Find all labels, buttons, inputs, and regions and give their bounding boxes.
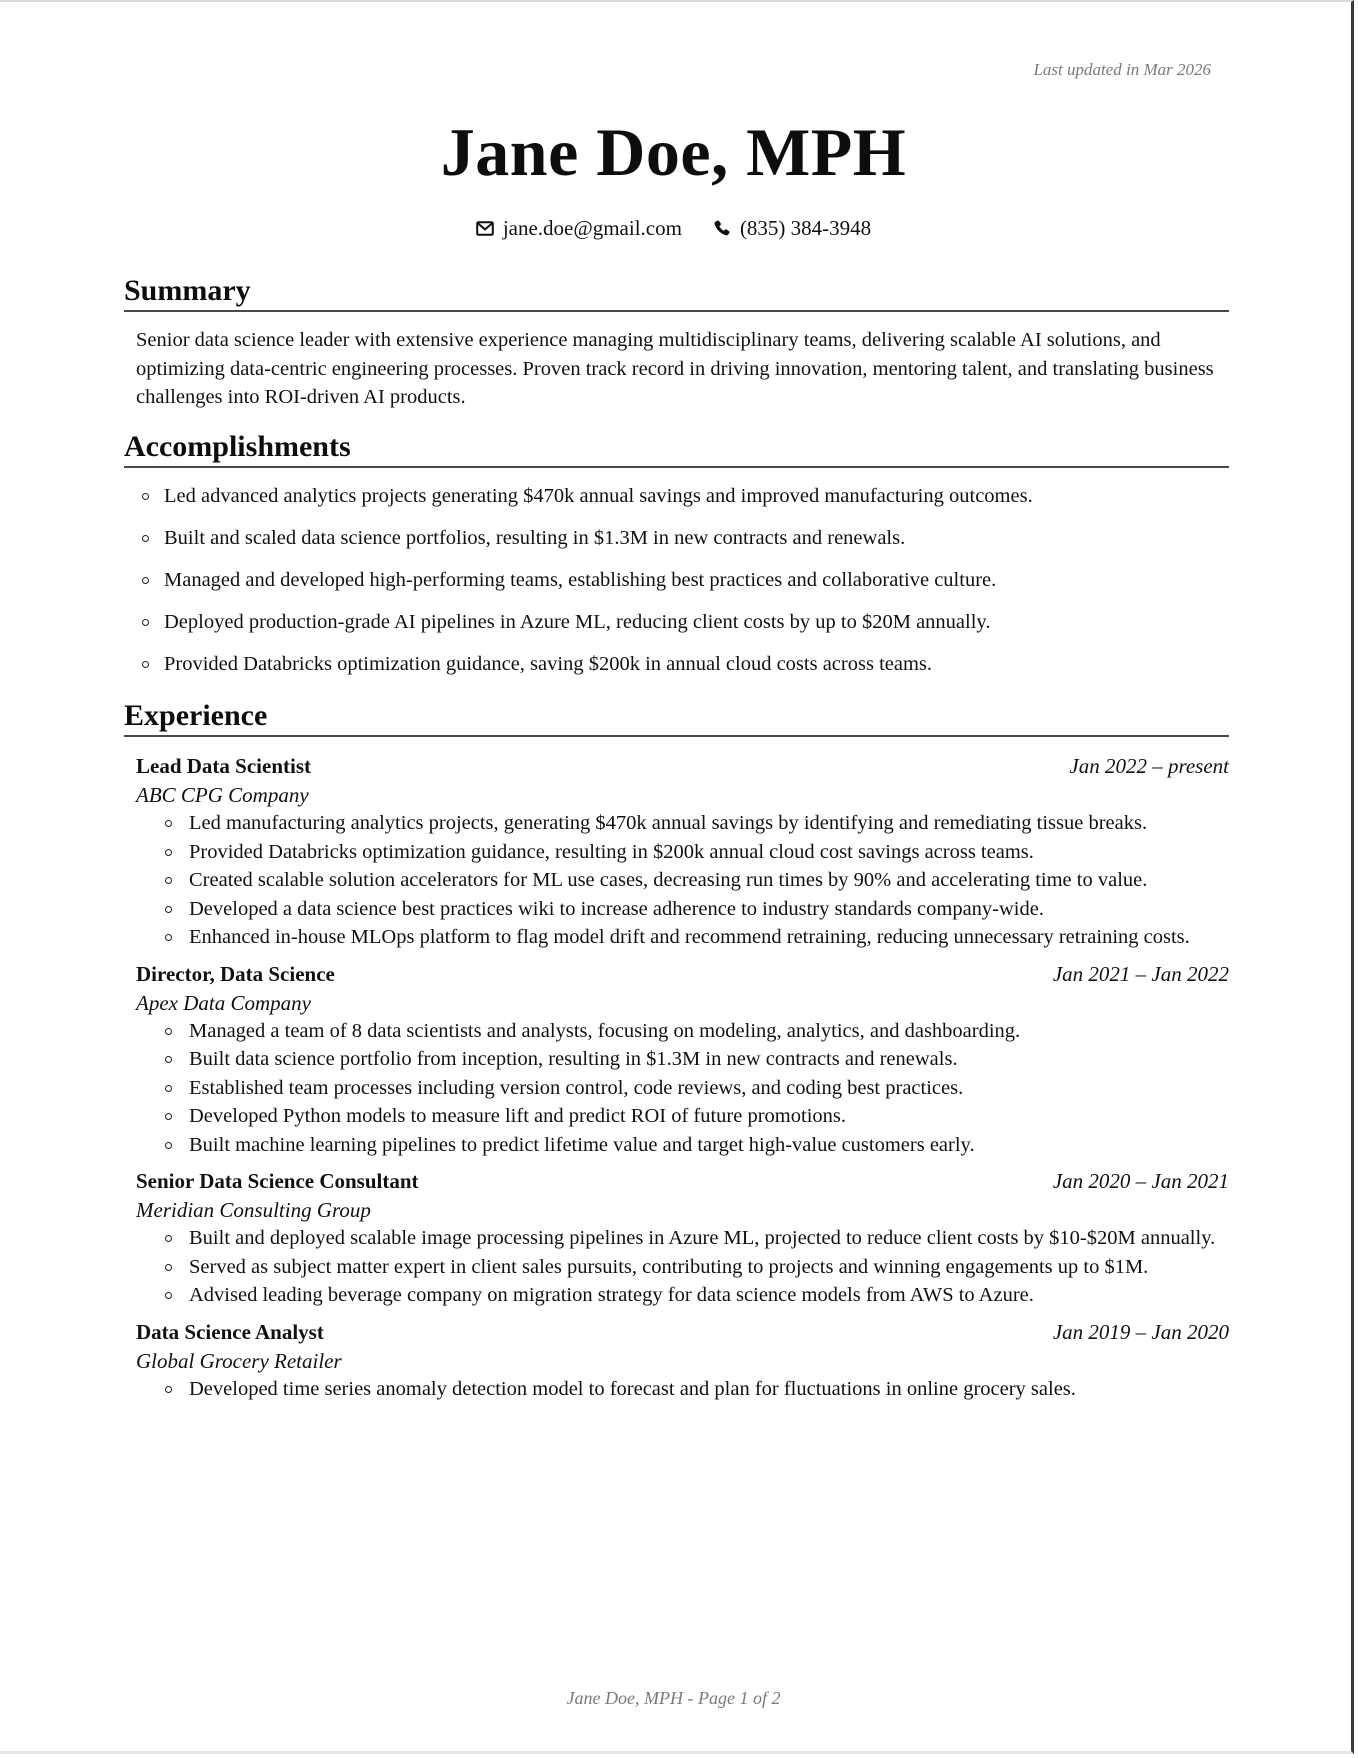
- accomplishments-list: [124, 482, 1229, 692]
- list-item: Enhanced in-house MLOps platform to flag model drift and recommend retraining, reducing unnecessary retraining costs.: [136, 923, 1229, 952]
- phone-contact[interactable]: [712, 216, 871, 241]
- list-item: Built data science portfolio from inception, resulting in $1.3M in new contracts and renewals.: [136, 1045, 1229, 1074]
- bullet-circle-icon: [165, 1386, 172, 1393]
- job-entry: [136, 752, 1229, 952]
- list-item: Built and deployed scalable image processing pipelines in Azure ML, projected to reduce client costs by $10-$20M annually.: [136, 1224, 1229, 1253]
- list-item: Served as subject matter expert in client sales pursuits, contributing to projects and winning engagements up to $1M.: [136, 1253, 1229, 1282]
- list-item: Built and scaled data science portfolios, resulting in $1.3M in new contracts and renewals.: [124, 524, 1229, 566]
- bullet-circle-icon: [165, 1113, 172, 1120]
- job-company: Apex Data Company: [136, 990, 311, 1015]
- bullet-circle-icon: [165, 849, 172, 856]
- bullet-circle-icon: [165, 1056, 172, 1063]
- list-item: Led advanced analytics projects generating $470k annual savings and improved manufacturing outcomes.: [124, 482, 1229, 524]
- bullet-circle-icon: [142, 577, 149, 584]
- bullet-circle-icon: [165, 1142, 172, 1149]
- last-updated-note: Last updated in Mar 2026: [1033, 60, 1211, 79]
- accomplishments-section: [124, 430, 1229, 692]
- list-item: Created scalable solution accelerators for ML use cases, decreasing run times by 90% and accelerating time to value.: [136, 866, 1229, 895]
- email-contact[interactable]: [476, 216, 682, 241]
- candidate-name: Jane Doe, MPH: [440, 114, 907, 190]
- job-title: Data Science Analyst: [136, 1319, 324, 1344]
- envelope-icon: [476, 221, 494, 236]
- job-dates: Jan 2020 – Jan 2021: [1052, 1169, 1229, 1193]
- section-heading-experience: Experience: [124, 699, 1229, 737]
- list-item: Developed Python models to measure lift and predict ROI of future promotions.: [136, 1102, 1229, 1131]
- job-entry: [136, 1167, 1229, 1310]
- list-item: Deployed production-grade AI pipelines in Azure ML, reducing client costs by up to $20M annually.: [124, 608, 1229, 650]
- list-item: Developed time series anomaly detection model to forecast and plan for fluctuations in online grocery sales.: [136, 1375, 1229, 1404]
- job-dates: Jan 2019 – Jan 2020: [1052, 1319, 1229, 1344]
- list-item: Built machine learning pipelines to predict lifetime value and target high-value customers early.: [136, 1131, 1229, 1160]
- job-bullets: [136, 1017, 1229, 1160]
- bullet-circle-icon: [165, 1235, 172, 1242]
- page-footer: Jane Doe, MPH - Page 1 of 2: [566, 1688, 781, 1708]
- experience-section: [124, 699, 1229, 1403]
- bullet-circle-icon: [165, 1028, 172, 1035]
- section-heading-summary: Summary: [124, 274, 1229, 312]
- job-company: Meridian Consulting Group: [136, 1198, 371, 1222]
- list-item: Provided Databricks optimization guidance, resulting in $200k annual cloud cost savings across teams.: [136, 838, 1229, 867]
- bullet-circle-icon: [142, 619, 149, 626]
- bullet-circle-icon: [142, 661, 149, 668]
- phone-number[interactable]: (835) 384-3948: [739, 216, 872, 240]
- job-dates: Jan 2022 – present: [1069, 754, 1229, 778]
- bullet-circle-icon: [165, 820, 172, 827]
- job-bullets: [136, 1224, 1229, 1310]
- job-entry: [136, 1318, 1229, 1404]
- phone-icon: [712, 219, 731, 238]
- section-heading-accomplishments: Accomplishments: [124, 430, 1229, 468]
- bullet-circle-icon: [165, 1264, 172, 1271]
- job-bullets: [136, 809, 1229, 952]
- job-entry: [136, 960, 1229, 1160]
- list-item: Provided Databricks optimization guidance, saving $200k in annual cloud costs across teams.: [124, 650, 1229, 692]
- bullet-circle-icon: [165, 934, 172, 941]
- bullet-circle-icon: [142, 493, 149, 500]
- job-title: Lead Data Scientist: [136, 754, 311, 778]
- list-item: Managed and developed high-performing teams, establishing best practices and collaborative culture.: [124, 566, 1229, 608]
- email-address[interactable]: jane.doe@gmail.com: [502, 216, 682, 240]
- job-company: ABC CPG Company: [136, 783, 309, 807]
- bullet-circle-icon: [165, 1292, 172, 1299]
- list-item: Managed a team of 8 data scientists and analysts, focusing on modeling, analytics, and dashboarding.: [136, 1017, 1229, 1046]
- job-company: Global Grocery Retailer: [136, 1348, 342, 1373]
- list-item: Advised leading beverage company on migration strategy for data science models from AWS to Azure.: [136, 1281, 1229, 1310]
- list-item: Established team processes including version control, code reviews, and coding best practices.: [136, 1074, 1229, 1103]
- list-item: Led manufacturing analytics projects, generating $470k annual savings by identifying and remediating tissue breaks.: [136, 809, 1229, 838]
- summary-paragraph: Senior data science leader with extensive experience managing multidisciplinary teams, delivering scalable AI solutions, and optimizing data-centric engineering processes. Proven track record in driving innovation, mentoring talent, and translating business challenges into ROI-driven AI products.: [136, 329, 1214, 408]
- job-title: Director, Data Science: [136, 961, 335, 986]
- job-dates: Jan 2021 – Jan 2022: [1052, 961, 1229, 986]
- bullet-circle-icon: [165, 877, 172, 884]
- bullet-circle-icon: [165, 906, 172, 913]
- list-item: Developed a data science best practices wiki to increase adherence to industry standards company-wide.: [136, 895, 1229, 924]
- contact-line: [0, 216, 1347, 241]
- bullet-circle-icon: [165, 1085, 172, 1092]
- bullet-circle-icon: [142, 535, 149, 542]
- summary-section: [124, 274, 1229, 412]
- job-title: Senior Data Science Consultant: [136, 1169, 419, 1193]
- job-bullets: [136, 1375, 1229, 1404]
